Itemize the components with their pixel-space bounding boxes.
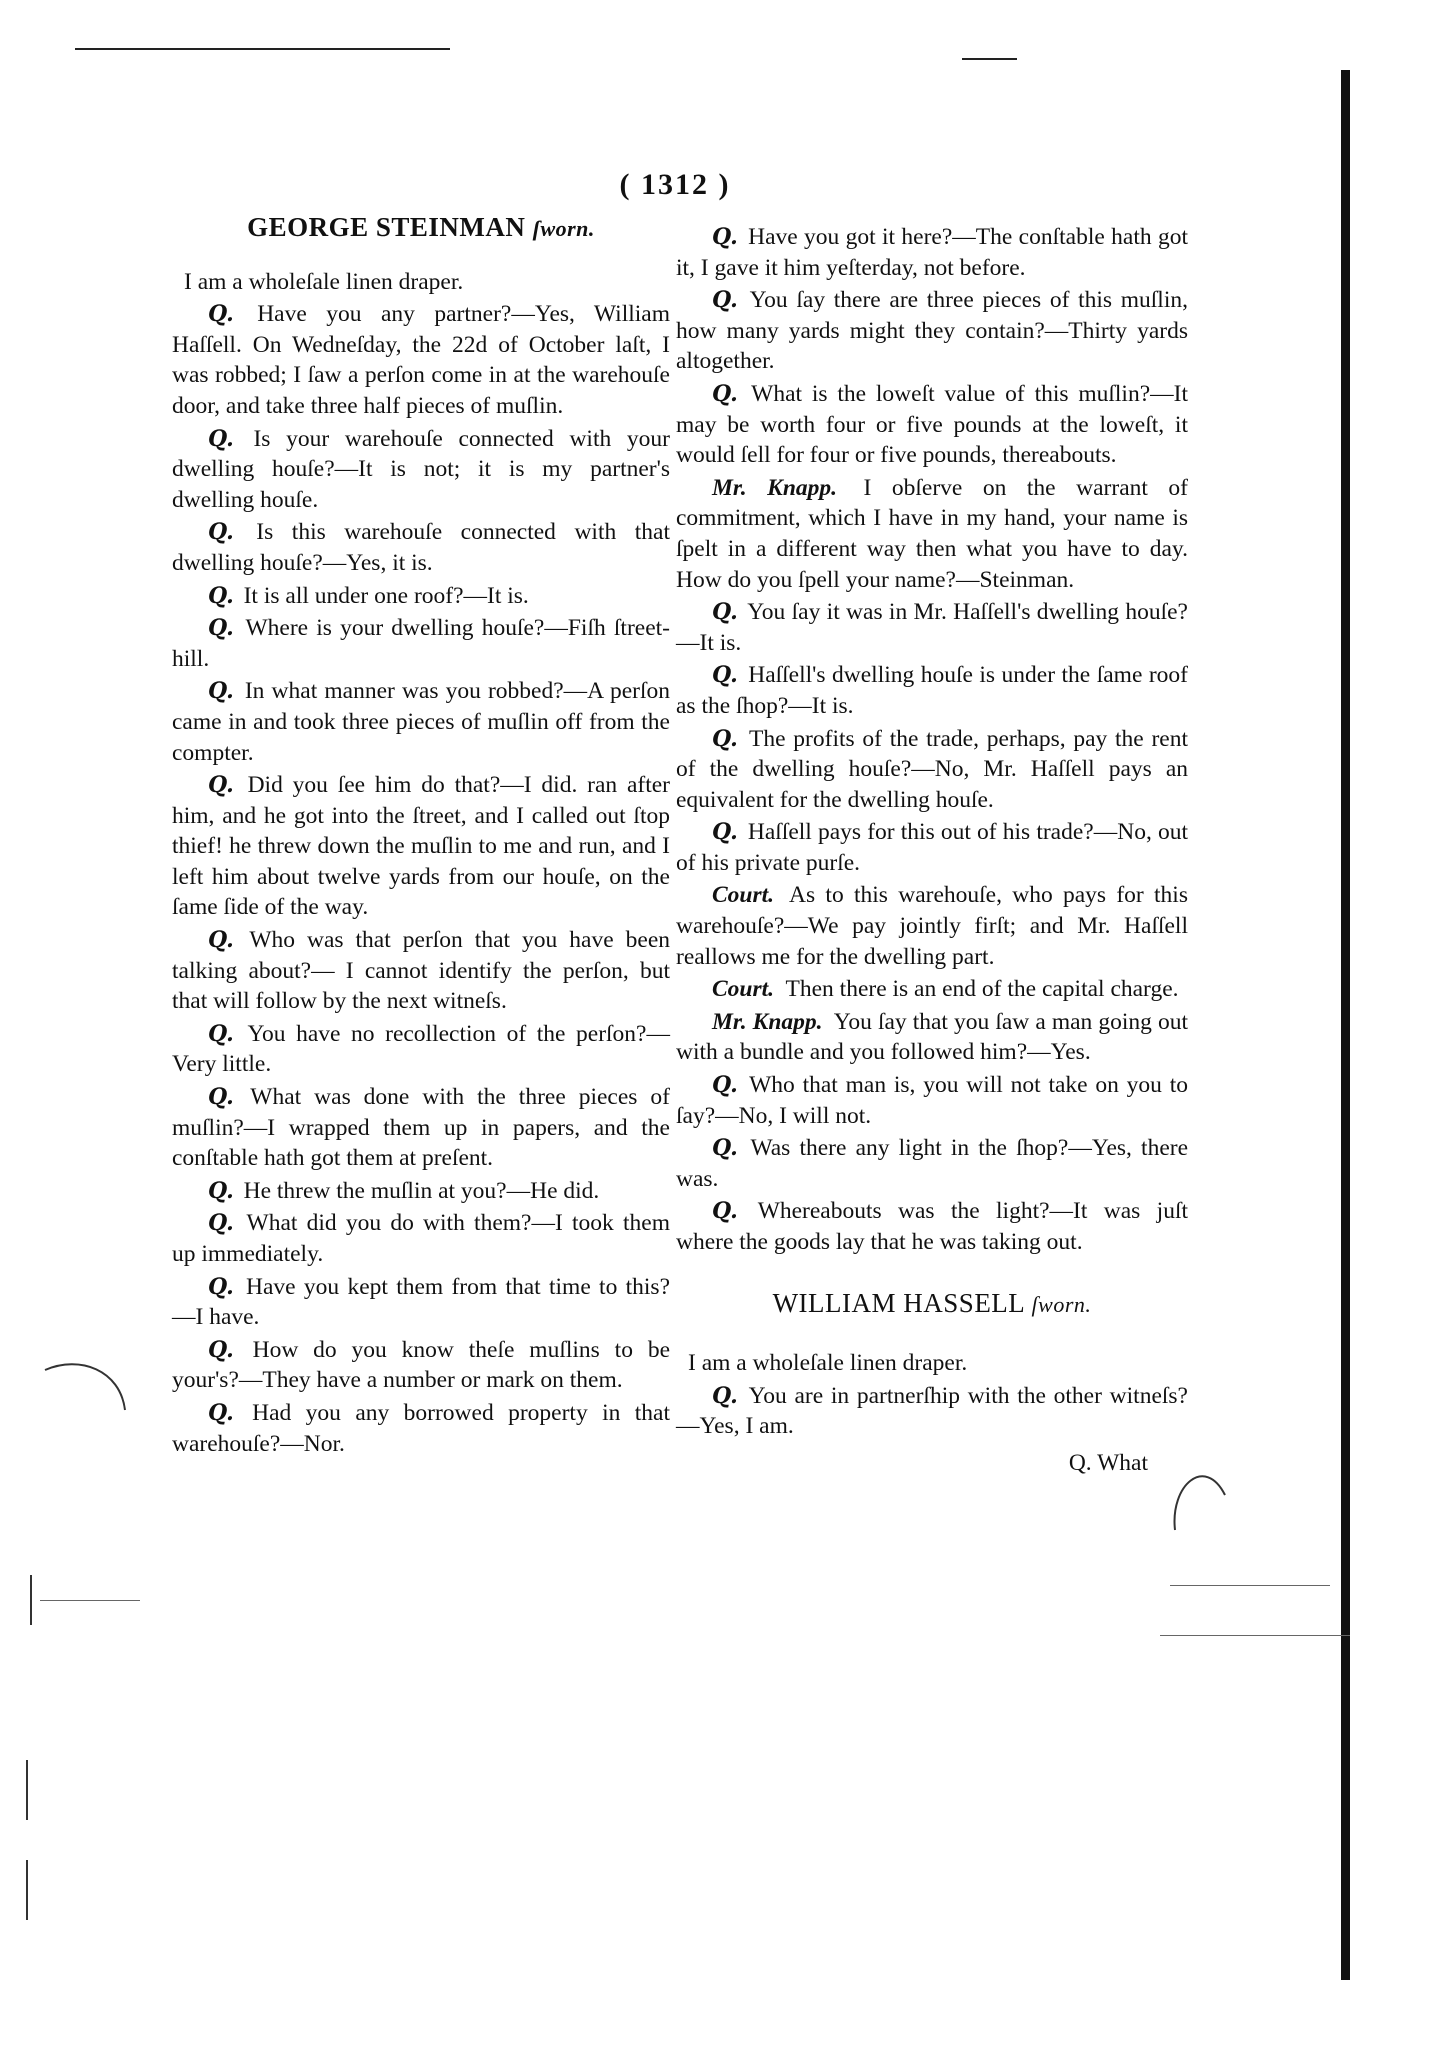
testimony-paragraph xyxy=(172,267,670,298)
witness-heading xyxy=(172,212,670,245)
left-paragraphs xyxy=(172,267,670,1460)
margin-rule xyxy=(1170,1585,1330,1586)
page-number: ( 1312 ) xyxy=(619,168,731,201)
paragraph-text: Where is your dwelling houſe?—Fiſh ſtreet-hill. xyxy=(172,615,670,672)
margin-rule xyxy=(40,1600,140,1601)
speaker-label: Q. xyxy=(208,1084,234,1111)
paragraph-text: You are in partnerſhip with the other witneſs?—Yes, I am. xyxy=(676,1382,1188,1440)
paragraph-text: How do you know theſe muſlins to be your's?—They have a number or mark on them. xyxy=(172,1336,670,1394)
speaker-label: Q. xyxy=(712,725,738,752)
paragraph-text: What did you do with them?—I took them up immediately. xyxy=(172,1210,670,1267)
left-column xyxy=(172,212,670,1461)
paragraph-text: Have you any partner?—Yes, William Haſſell. On Wedneſday, the 22d of October laſt, I was robbed; I ſaw a perſon come in at the warehouſe door, and take three half pieces of muſlin. xyxy=(172,301,670,419)
paragraph-text: I am a wholeſale linen draper. xyxy=(184,268,464,295)
testimony-paragraph xyxy=(676,379,1188,471)
testimony-paragraph xyxy=(676,1348,1188,1379)
testimony-paragraph xyxy=(172,1208,670,1269)
right-edge-bar xyxy=(1341,70,1350,1980)
paragraph-text: Had you any borrowed property in that warehouſe?—Nor. xyxy=(172,1399,671,1457)
paragraph-text: What is the loweſt value of this muſlin?—It may be worth four or five pounds at the loweſt, it would ſell for four or five pounds, thereabouts. xyxy=(676,380,1188,469)
speaker-label: Q. xyxy=(712,599,738,626)
testimony-paragraph xyxy=(676,1381,1188,1442)
left-margin-mark xyxy=(30,1575,32,1625)
testimony-paragraph xyxy=(676,660,1188,721)
testimony-paragraph xyxy=(676,285,1188,377)
margin-pencil-curve xyxy=(40,1350,130,1420)
paragraph-text: The profits of the trade, perhaps, pay the rent of the dwelling houſe?—No, Mr. Haſſell pays an equivalent for the dwelling houſe. xyxy=(676,725,1188,813)
testimony-paragraph xyxy=(676,1007,1188,1068)
speaker-label: Q. xyxy=(712,662,738,689)
testimony-paragraph xyxy=(172,517,670,578)
paragraph-text: Then there is an end of the capital charge. xyxy=(785,976,1179,1003)
speaker-label: Mr. Knapp. xyxy=(712,1008,823,1035)
left-margin-mark xyxy=(26,1860,28,1920)
speaker-label: Q. xyxy=(712,1382,738,1409)
paragraph-text: It is all under one roof?—It is. xyxy=(243,582,529,609)
speaker-label: Q. xyxy=(712,1072,738,1099)
testimony-paragraph xyxy=(676,817,1188,878)
testimony-paragraph xyxy=(172,770,670,923)
speaker-label: Q. xyxy=(712,287,738,314)
speaker-label: Q. xyxy=(208,301,234,328)
speaker-label: Q. xyxy=(712,1198,738,1225)
paragraph-text: I obſerve on the warrant of commitment, which I have in my hand, your name is ſpelt in a different way then what you have to day. How do you ſpell your name?—Steinman. xyxy=(676,474,1188,593)
speaker-label: Q. xyxy=(712,1135,738,1162)
paragraph-text: Who that man is, you will not take on you to ſay?—No, I will not. xyxy=(676,1072,1188,1129)
testimony-paragraph xyxy=(676,1196,1188,1257)
testimony-paragraph xyxy=(676,222,1188,283)
testimony-paragraph xyxy=(676,473,1188,595)
speaker-label: Q. xyxy=(712,380,738,407)
sworn-label: ſworn. xyxy=(532,216,595,241)
top-center-rule xyxy=(962,58,1017,60)
testimony-paragraph xyxy=(676,880,1188,972)
witness-name: GEORGE STEINMAN xyxy=(247,212,526,242)
top-left-rule xyxy=(75,48,450,50)
catchword: Q. What xyxy=(1068,1449,1148,1476)
speaker-label: Q. xyxy=(208,519,234,546)
speaker-label: Q. xyxy=(208,1399,234,1426)
paragraph-text: Is this warehouſe connected with that dwelling houſe?—Yes, it is. xyxy=(172,519,671,576)
speaker-label: Mr. Knapp. xyxy=(712,474,838,501)
right-paragraphs xyxy=(676,222,1188,1258)
speaker-label: Q. xyxy=(208,1210,234,1237)
testimony-paragraph xyxy=(676,1070,1188,1131)
sworn-label: ſworn. xyxy=(1031,1291,1092,1317)
paragraph-text: Have you got it here?—The conſtable hath got it, I gave it him yeſterday, not before. xyxy=(676,224,1188,281)
speaker-label: Q. xyxy=(712,224,738,250)
paragraph-text: Was there any light in the ſhop?—Yes, there was. xyxy=(676,1135,1189,1192)
paragraph-text: I am a wholeſale linen draper. xyxy=(688,1350,968,1377)
speaker-label: Q. xyxy=(712,819,738,846)
testimony-paragraph xyxy=(172,925,670,1017)
testimony-paragraph xyxy=(172,424,670,516)
paragraph-text: What was done with the three pieces of muſlin?—I wrapped them up in papers, and the conſtable hath got them at preſent. xyxy=(172,1084,670,1172)
paragraph-text: You have no recollection of the perſon?—Very little. xyxy=(172,1020,670,1078)
speaker-label: Court. xyxy=(712,882,775,909)
paragraph-text: As to this warehouſe, who pays for this warehouſe?—We pay jointly firſt; and Mr. Haſſell reallows me for the dwelling part. xyxy=(676,882,1188,970)
testimony-paragraph xyxy=(172,1398,670,1459)
paragraph-text: Have you kept them from that time to this?—I have. xyxy=(172,1273,670,1331)
left-margin-mark xyxy=(26,1760,28,1820)
speaker-label: Q. xyxy=(208,1336,234,1363)
paragraph-text: He threw the muſlin at you?—He did. xyxy=(243,1177,600,1204)
speaker-label: Q. xyxy=(208,1177,234,1204)
testimony-paragraph xyxy=(172,1082,670,1174)
paragraph-text: In what manner was you robbed?—A perſon came in and took three pieces of muſlin off from the compter. xyxy=(172,678,670,766)
speaker-label: Q. xyxy=(208,772,234,799)
testimony-paragraph xyxy=(172,613,670,674)
testimony-paragraph xyxy=(676,974,1188,1005)
testimony-paragraph xyxy=(676,1133,1188,1194)
paragraph-text: Who was that perſon that you have been talking about?— I cannot identify the perſon, but that will follow by the next witneſs. xyxy=(172,927,670,1015)
testimony-paragraph xyxy=(172,1019,670,1080)
speaker-label: Q. xyxy=(208,1020,234,1047)
margin-rule xyxy=(1160,1635,1350,1636)
testimony-paragraph xyxy=(172,676,670,768)
speaker-label: Q. xyxy=(208,927,234,954)
testimony-paragraph xyxy=(676,597,1188,658)
paragraph-text: Is your warehouſe connected with your dwelling houſe?—It is not; it is my partner's dwelling houſe. xyxy=(172,425,671,513)
speaker-label: Q. xyxy=(208,425,234,452)
testimony-paragraph xyxy=(172,581,670,612)
witness-heading xyxy=(676,1288,1188,1321)
speaker-label: Q. xyxy=(208,678,234,705)
paragraph-text: You ſay that you ſaw a man going out with a bundle and you followed him?—Yes. xyxy=(676,1008,1188,1066)
testimony-paragraph xyxy=(172,1272,670,1333)
speaker-label: Court. xyxy=(712,976,775,1003)
paragraph-text: Did you ſee him do that?—I did. ran after him, and he got into the ſtreet, and I called out ſtop thief! he threw down the muſlin to me and run, and I left him about twelve yards from our houſe, on the ſame ſide of the way. xyxy=(172,772,670,921)
paragraph-text: Haſſell pays for this out of his trade?—No, out of his private purſe. xyxy=(676,819,1188,876)
testimony-paragraph xyxy=(172,1335,670,1396)
speaker-label: Q. xyxy=(208,582,234,609)
speaker-label: Q. xyxy=(208,1273,234,1300)
right-column xyxy=(676,222,1188,1479)
paragraph-text: You ſay there are three pieces of this muſlin, how many yards might they contain?—Thirty yards altogether. xyxy=(676,287,1188,375)
paragraph-text: Whereabouts was the light?—It was juſt where the goods lay that he was taking out. xyxy=(676,1198,1189,1255)
right-paragraphs-2 xyxy=(676,1348,1188,1442)
testimony-paragraph xyxy=(172,1176,670,1207)
witness-name: WILLIAM HASSELL xyxy=(772,1287,1025,1318)
testimony-paragraph xyxy=(676,724,1188,816)
testimony-paragraph xyxy=(172,299,670,421)
speaker-label: Q. xyxy=(208,615,234,642)
paragraph-text: You ſay it was in Mr. Haſſell's dwelling houſe?—It is. xyxy=(676,599,1188,656)
paragraph-text: Haſſell's dwelling houſe is under the ſame roof as the ſhop?—It is. xyxy=(676,662,1188,719)
